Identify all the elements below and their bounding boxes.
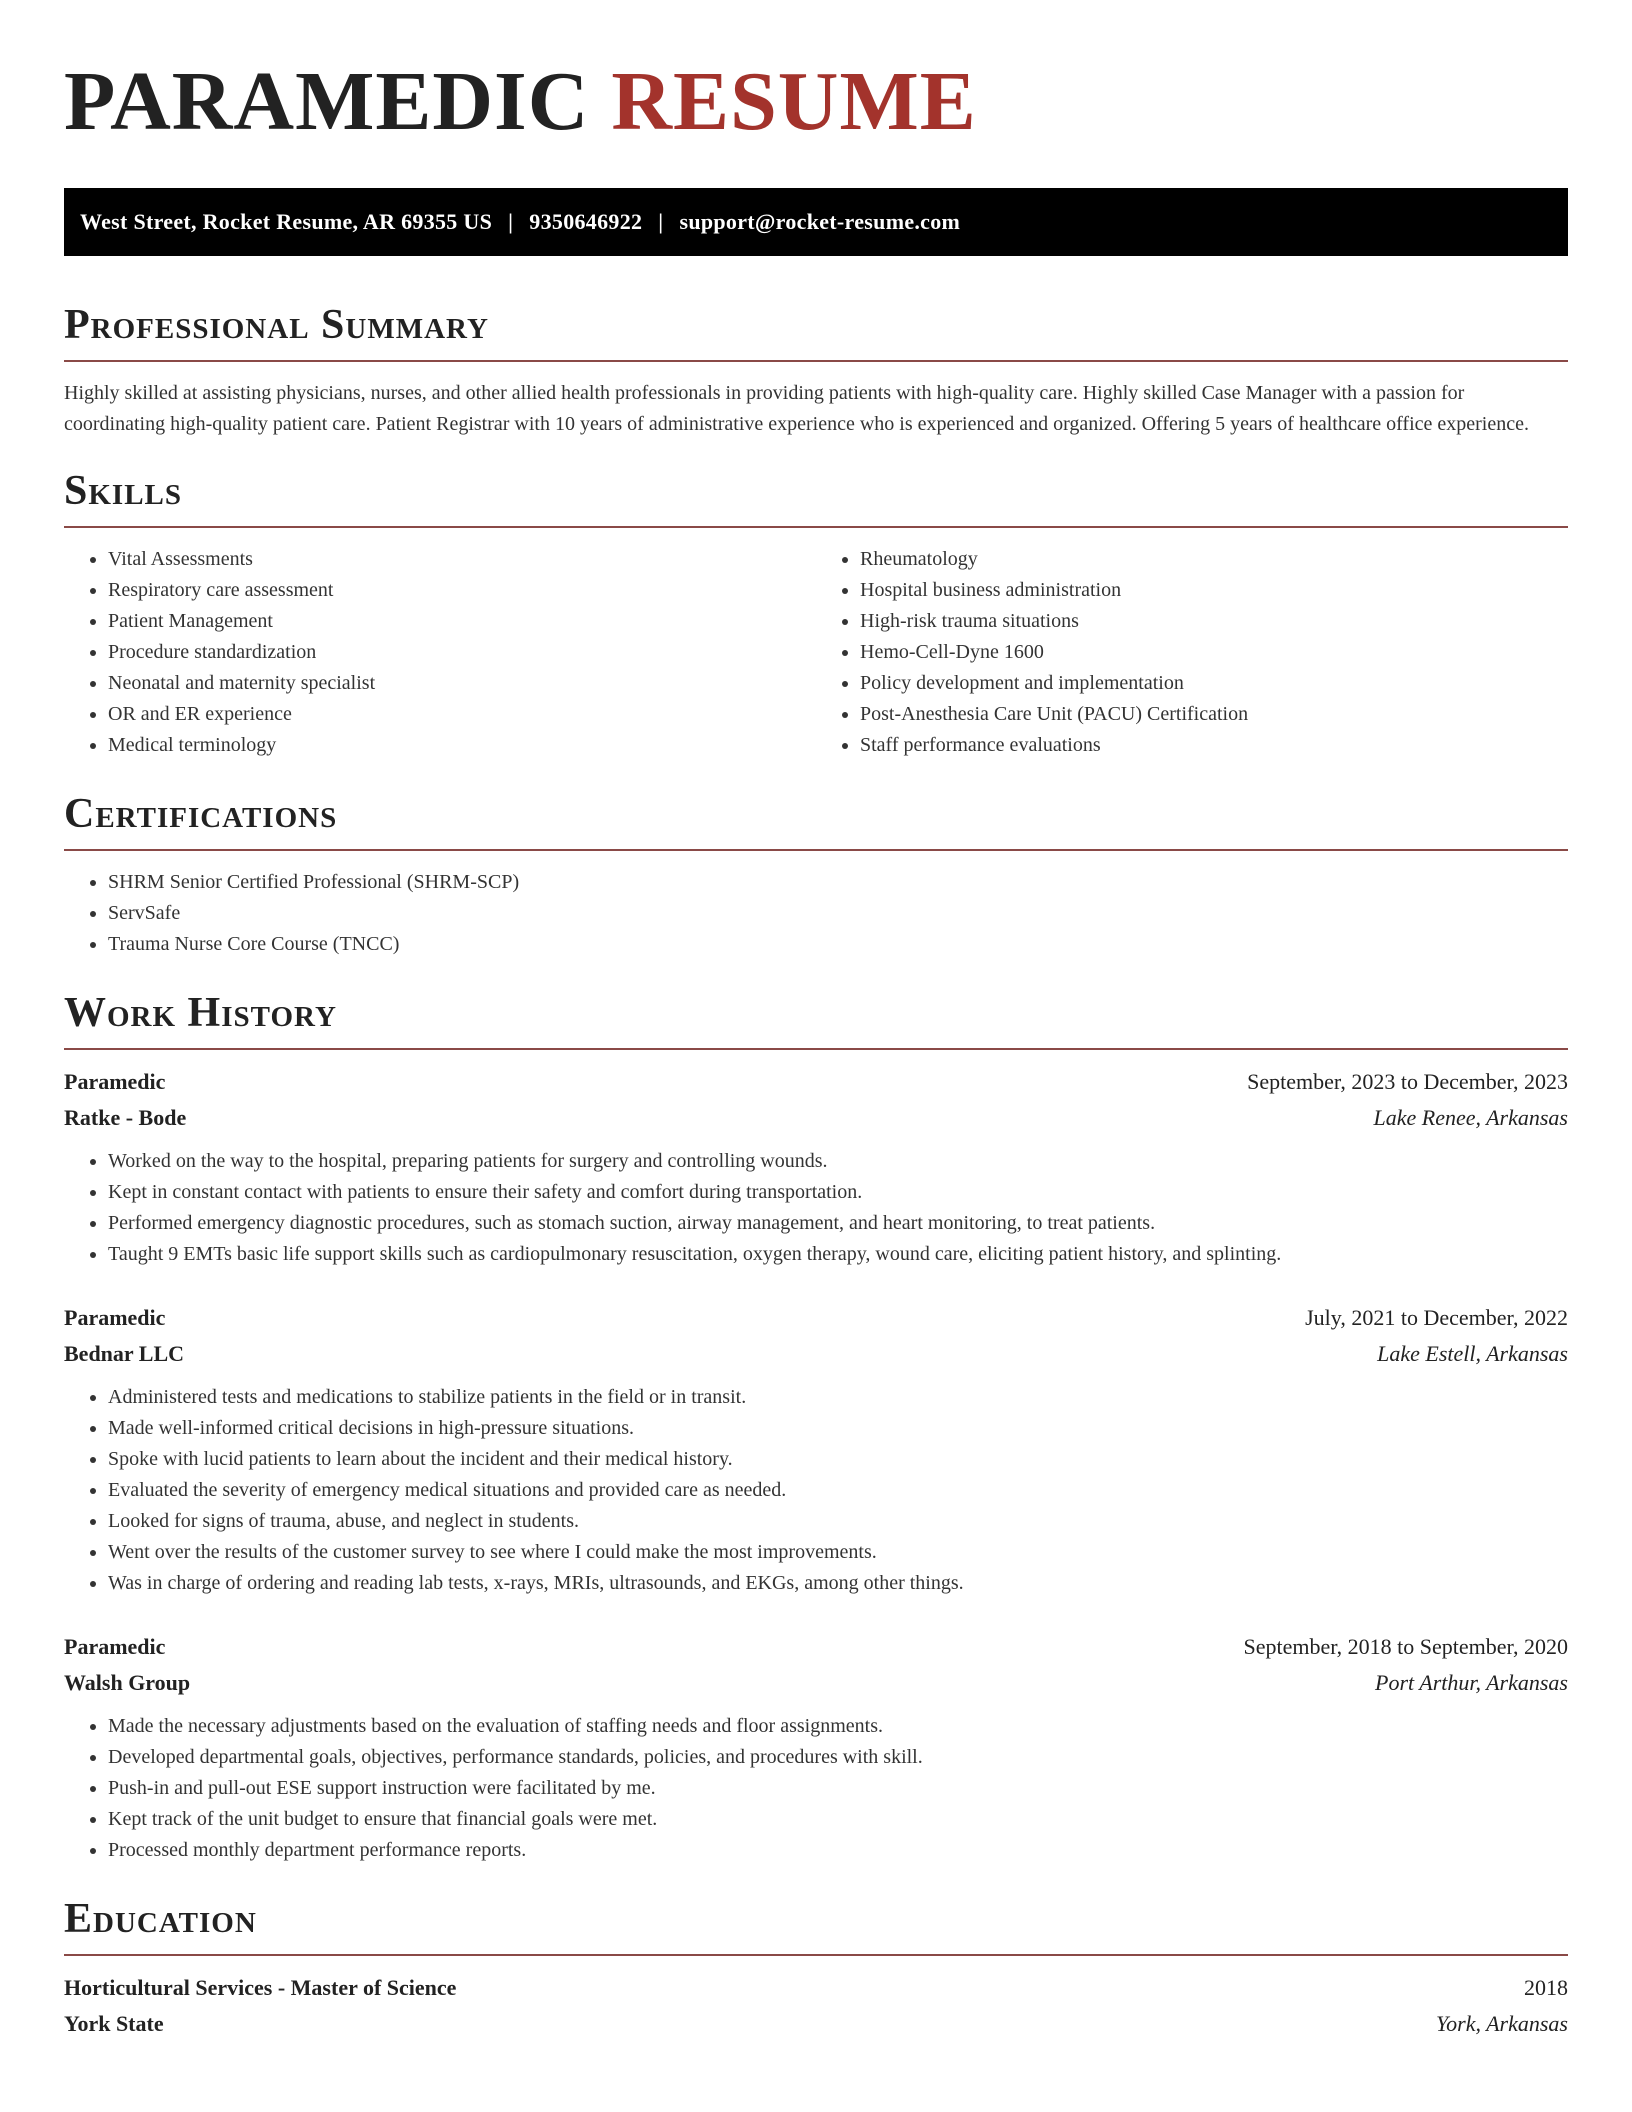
certification-item: • Trauma Nurse Core Course (TNCC) [108,929,1568,960]
job-header-row [64,1064,1568,1100]
skill-item: • Medical terminology [108,730,816,761]
work-jobs [64,1064,1568,1866]
contact-address: West Street, Rocket Resume, AR 69355 US [80,209,493,234]
job-header-row [64,1300,1568,1336]
title-accent: RESUME [611,55,977,148]
job-title: Paramedic [64,1069,166,1094]
skill-item: • Respiratory care assessment [108,575,816,606]
job-bullet: • Performed emergency diagnostic procedures, such as stomach suction, airway management, and heart monitoring, to treat patients. [108,1208,1568,1239]
job-bullet: • Taught 9 EMTs basic life support skills such as cardiopulmonary resuscitation, oxygen therapy, wound care, eliciting patient history, and splinting. [108,1239,1568,1270]
contact-phone: 9350646922 [529,209,643,234]
skill-item: • Neonatal and maternity specialist [108,668,816,699]
summary-text: Highly skilled at assisting physicians, nurses, and other allied health professionals in providing patients with high-quality care. Highly skilled Case Manager with a passion for coordinating high-quality patient care. Patient Registrar with 10 years of administrative experience who is experienced and organized. Offering 5 years of healthcare office experience. [64,382,1529,435]
job-bullet: • Administered tests and medications to stabilize patients in the field or in transit. [108,1382,1568,1413]
education-entry [64,1970,1568,2042]
title-main: PARAMEDIC [64,55,590,148]
job-bullet: • Went over the results of the customer survey to see where I could make the most improvements. [108,1537,1568,1568]
job-bullet: • Developed departmental goals, objectives, performance standards, policies, and procedures with skill. [108,1742,1568,1773]
certifications-list [64,867,1568,960]
job-bullets [64,1146,1568,1270]
certification-item: • ServSafe [108,898,1568,929]
skill-item: • Rheumatology [860,544,1568,575]
job-company: Ratke - Bode [64,1105,187,1130]
certification-item: • SHRM Senior Certified Professional (SHRM-SCP) [108,867,1568,898]
education-school: York State [64,2011,164,2036]
work-section [64,988,1568,1866]
skills-heading: Skills [64,466,1568,528]
education-school-row [64,2006,1568,2042]
job-bullet: • Processed monthly department performance reports. [108,1835,1568,1866]
summary-section [64,300,1568,440]
job-dates: September, 2018 to September, 2020 [1243,1634,1568,1659]
job-bullets [64,1382,1568,1599]
job-bullet: • Looked for signs of trauma, abuse, and neglect in students. [108,1506,1568,1537]
job-company-row [64,1665,1568,1701]
skill-item: • OR and ER experience [108,699,816,730]
skill-item: • Post-Anesthesia Care Unit (PACU) Certification [860,699,1568,730]
contact-separator: | [508,209,514,234]
skill-item: • Procedure standardization [108,637,816,668]
certifications-section [64,789,1568,960]
resume-title [64,55,1568,148]
skills-grid [64,528,1568,761]
summary-heading: Professional Summary [64,300,1568,362]
job-dates: September, 2023 to December, 2023 [1247,1069,1568,1094]
job-location: Lake Estell, Arkansas [1377,1341,1568,1366]
education-section [64,1894,1568,2042]
education-location: York, Arkansas [1435,2011,1568,2036]
job-bullet: • Was in charge of ordering and reading lab tests, x-rays, MRIs, ultrasounds, and EKGs, among other things. [108,1568,1568,1599]
job-bullet: • Kept in constant contact with patients to ensure their safety and comfort during transportation. [108,1177,1568,1208]
job-title: Paramedic [64,1634,166,1659]
job-bullet: • Kept track of the unit budget to ensure that financial goals were met. [108,1804,1568,1835]
certifications-heading: Certifications [64,789,1568,851]
job-bullets [64,1711,1568,1866]
job-bullet: • Made the necessary adjustments based on the evaluation of staffing needs and floor assignments. [108,1711,1568,1742]
skill-item: • Patient Management [108,606,816,637]
job-location: Port Arthur, Arkansas [1375,1670,1568,1695]
skills-list-left [64,544,816,761]
skill-item: • Policy development and implementation [860,668,1568,699]
job-company: Bednar LLC [64,1341,185,1366]
job-entry [64,1300,1568,1599]
skill-item: • Vital Assessments [108,544,816,575]
education-year: 2018 [1524,1975,1568,2000]
skill-item: • High-risk trauma situations [860,606,1568,637]
job-location: Lake Renee, Arkansas [1373,1105,1568,1130]
skills-list-right [816,544,1568,761]
job-bullet: • Made well-informed critical decisions in high-pressure situations. [108,1413,1568,1444]
contact-separator: | [658,209,664,234]
education-degree: Horticultural Services - Master of Science [64,1975,457,2000]
job-bullet: • Worked on the way to the hospital, preparing patients for surgery and controlling wounds. [108,1146,1568,1177]
job-company: Walsh Group [64,1670,191,1695]
skills-section [64,466,1568,761]
job-bullet: • Evaluated the severity of emergency medical situations and provided care as needed. [108,1475,1568,1506]
skill-item: • Hospital business administration [860,575,1568,606]
skill-item: • Hemo-Cell-Dyne 1600 [860,637,1568,668]
education-entries [64,1970,1568,2042]
job-bullet: • Push-in and pull-out ESE support instruction were facilitated by me. [108,1773,1568,1804]
job-dates: July, 2021 to December, 2022 [1305,1305,1568,1330]
job-entry [64,1064,1568,1270]
job-company-row [64,1336,1568,1372]
job-entry [64,1629,1568,1866]
work-heading: Work History [64,988,1568,1050]
education-header-row [64,1970,1568,2006]
job-company-row [64,1100,1568,1136]
contact-bar [64,188,1568,256]
job-bullet: • Spoke with lucid patients to learn about the incident and their medical history. [108,1444,1568,1475]
job-header-row [64,1629,1568,1665]
education-heading: Education [64,1894,1568,1956]
contact-email: support@rocket-resume.com [679,209,961,234]
job-title: Paramedic [64,1305,166,1330]
skill-item: • Staff performance evaluations [860,730,1568,761]
